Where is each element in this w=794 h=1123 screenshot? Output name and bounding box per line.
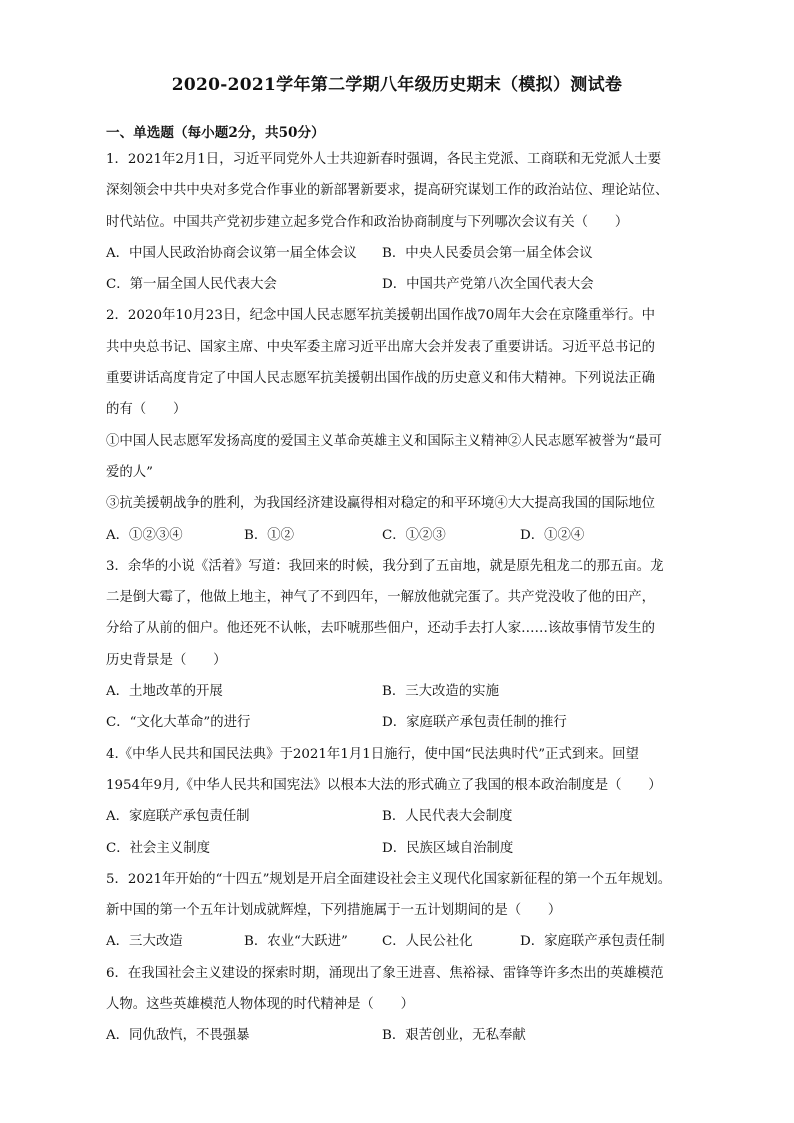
question-text-line: 深刻领会中共中央对多党合作事业的新部署新要求，提高研究谋划工作的政治站位、理论站位、 — [106, 183, 669, 199]
options-row — [106, 1020, 698, 1051]
question-text-line: 2．2020年10月23日，纪念中国人民志愿军抗美援朝出国作战70周年大会在京隆重举行。中 — [106, 308, 655, 324]
option-a: A．土地改革的开展 — [106, 684, 223, 700]
option-d: D．①②④ — [520, 527, 585, 543]
question-text-line: ①中国人民志愿军发扬高度的爱国主义革命英雄主义和国际主义精神②人民志愿军被誉为“最可 — [106, 433, 662, 449]
option-a: A．家庭联产承包责任制 — [106, 809, 250, 825]
question-text-line: 分给了从前的佃户。他还死不认帐，去吓唬那些佃户，还动手去打人家……该故事情节发生的 — [106, 621, 656, 637]
section-heading: 一、单选题（每小题2分，共50分） — [106, 125, 325, 141]
option-c: C．人民公社化 — [382, 934, 473, 950]
question-text-line: 1954年9月,《中华人民共和国宪法》以根本大法的形式确立了我国的根本政治制度是（ ） — [106, 777, 662, 793]
question-text-line: ③抗美援朝战争的胜利，为我国经济建设赢得相对稳定的和平环境④大大提高我国的国际地位 — [106, 496, 656, 512]
question-text-line: 6．在我国社会主义建设的探索时期，涌现出了象王进喜、焦裕禄、雷锋等许多杰出的英雄模范 — [106, 965, 664, 981]
question-text-line: 的有（ ） — [106, 402, 187, 418]
options-row — [106, 520, 698, 551]
question-6 — [106, 958, 698, 1052]
option-a: A．三大改造 — [106, 934, 183, 950]
question-text-line: 人物。这些英雄模范人物体现的时代精神是（ ） — [106, 997, 414, 1013]
option-b: B．人民代表大会制度 — [382, 809, 513, 825]
option-d: D．家庭联产承包责任制的推行 — [382, 715, 567, 731]
question-text-line: 重要讲话高度肯定了中国人民志愿军抗美援朝出国作战的历史意义和伟大精神。下列说法正确 — [106, 371, 656, 387]
question-1 — [106, 144, 698, 300]
option-a: A．同仇敌忾，不畏强暴 — [106, 1028, 250, 1044]
option-a: A．中国人民政治协商会议第一届全体会议 — [106, 245, 357, 261]
options-row — [106, 269, 698, 300]
option-c: C．“文化大革命”的进行 — [106, 715, 251, 731]
exam-content — [106, 122, 698, 1052]
option-b: B．三大改造的实施 — [382, 684, 499, 700]
option-b: B．中央人民委员会第一届全体会议 — [382, 245, 593, 261]
options-row — [106, 926, 698, 957]
question-text-line: 爱的人” — [106, 464, 154, 480]
option-b: B．艰苦创业，无私奉献 — [382, 1028, 526, 1044]
options-row — [106, 833, 698, 864]
option-a: A．①②③④ — [106, 527, 183, 543]
option-d: D．民族区域自治制度 — [382, 840, 514, 856]
option-d: D．中国共产党第八次全国代表大会 — [382, 277, 594, 293]
question-text-line: 1．2021年2月1日，习近平同党外人士共迎新春时强调，各民主党派、工商联和无党派人士要 — [106, 152, 662, 167]
option-b: B．农业“大跃进” — [244, 934, 348, 950]
question-4 — [106, 739, 698, 864]
option-b: B．①② — [244, 527, 295, 543]
option-c: C．①②③ — [382, 527, 446, 543]
options-row — [106, 801, 698, 832]
exam-title: 2020-2021学年第二学期八年级历史期末（模拟）测试卷 — [171, 75, 623, 95]
question-2 — [106, 300, 698, 550]
option-c: C．社会主义制度 — [106, 840, 210, 856]
option-c: C．第一届全国人民代表大会 — [106, 277, 277, 293]
options-row — [106, 707, 698, 738]
option-d: D．家庭联产承包责任制 — [520, 934, 665, 950]
question-5 — [106, 864, 698, 958]
options-row — [106, 238, 698, 269]
question-3 — [106, 551, 698, 739]
question-text-line: 5．2021年开始的“十四五”规划是开启全面建设社会主义现代化国家新征程的第一个五年规划。 — [106, 871, 672, 887]
question-text-line: 历史背景是（ ） — [106, 652, 227, 668]
question-text-line: 二是倒大霉了，他做上地主，神气了不到四年，一解放他就完蛋了。共产党没收了他的田产， — [106, 590, 656, 606]
options-row — [106, 676, 698, 707]
question-text-line: 时代站位。中国共产党初步建立起多党合作和政治协商制度与下列哪次会议有关（ ） — [106, 214, 629, 230]
question-text-line: 共中央总书记、国家主席、中央军委主席习近平出席大会并发表了重要讲话。习近平总书记的 — [106, 339, 656, 355]
question-text-line: 新中国的第一个五年计划成就辉煌，下列措施属于一五计划期间的是（ ） — [106, 903, 562, 919]
question-text-line: 4.《中华人民共和国民法典》于2021年1月1日施行，使中国“民法典时代”正式到来。回望 — [106, 746, 639, 762]
question-text-line: 3．余华的小说《活着》写道：我回来的时候，我分到了五亩地，就是原先租龙二的那五亩。龙 — [106, 558, 664, 574]
